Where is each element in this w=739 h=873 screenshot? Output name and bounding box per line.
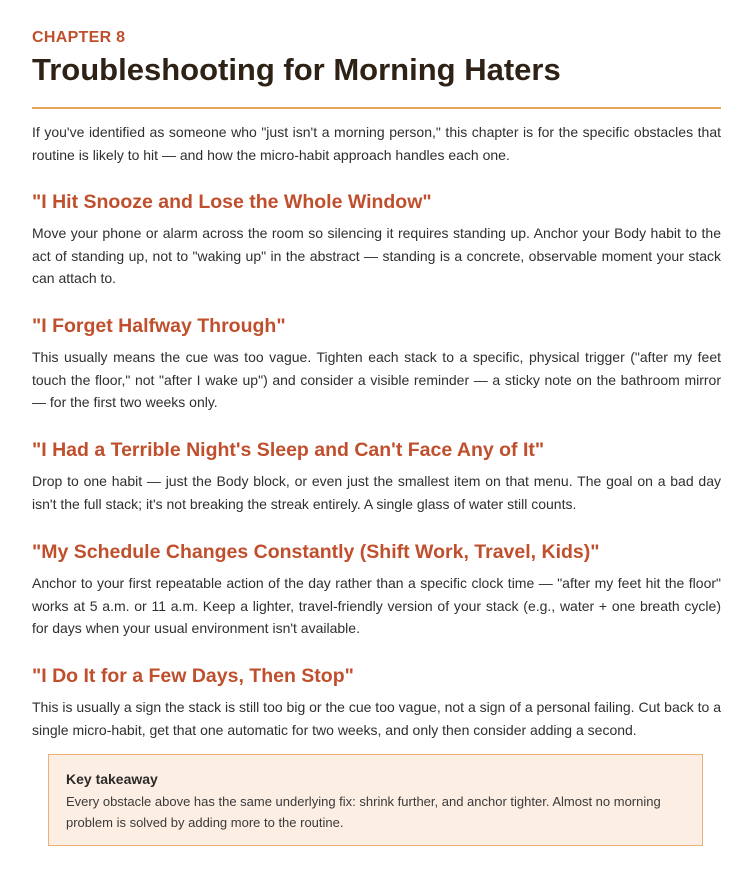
key-takeaway-body: Every obstacle above has the same underlying fix: shrink further, and anchor tighter. Almost no morning problem is solved by adding more to the routine.: [66, 794, 661, 830]
section-body-snooze: Move your phone or alarm across the room so silencing it requires standing up. Anchor your Body habit to the act of standing up, not to "waking up" in the abstract — standing is a concrete, observable moment your stack can attach to.: [32, 225, 721, 286]
chapter-title: Troubleshooting for Morning Haters: [32, 52, 561, 87]
section-body-bad-sleep: Drop to one habit — just the Body block, or even just the smallest item on that menu. The goal on a bad day isn't the full stack; it's not breaking the streak entirely. A single glass of water still counts.: [32, 473, 721, 512]
intro-paragraph: If you've identified as someone who "just isn't a morning person," this chapter is for the specific obstacles that routine is likely to hit — and how the micro-habit approach handles each one.: [32, 124, 721, 163]
section-heading-bad-sleep: "I Had a Terrible Night's Sleep and Can't Face Any of It": [32, 439, 545, 461]
section-body-schedule: Anchor to your first repeatable action of the day rather than a specific clock time — "after my feet hit the floor" works at 5 a.m. or 11 a.m. Keep a lighter, travel-friendly version of your stack (e.g., water + one breath cycle) for days when your usual environment isn't available.: [32, 575, 721, 636]
section-heading-forget: "I Forget Halfway Through": [32, 315, 286, 337]
chapter-label: CHAPTER 8: [32, 29, 126, 46]
key-takeaway-callout: [48, 754, 703, 846]
key-takeaway-title: Key takeaway: [66, 771, 158, 787]
section-body-forget: This usually means the cue was too vague. Tighten each stack to a specific, physical trigger ("after my feet touch the floor," not "after I wake up") and consider a visible reminder — a sticky note on the bathroom mirror — for the first two weeks only.: [32, 349, 721, 410]
title-divider: [32, 107, 721, 109]
section-heading-stop: "I Do It for a Few Days, Then Stop": [32, 665, 354, 687]
section-body-stop: This is usually a sign the stack is still too big or the cue too vague, not a sign of a personal failing. Cut back to a single micro-habit, get that one automatic for two weeks, and only then consider adding a second.: [32, 699, 721, 738]
section-heading-snooze: "I Hit Snooze and Lose the Whole Window": [32, 191, 432, 213]
section-heading-schedule: "My Schedule Changes Constantly (Shift Work, Travel, Kids)": [32, 541, 600, 563]
